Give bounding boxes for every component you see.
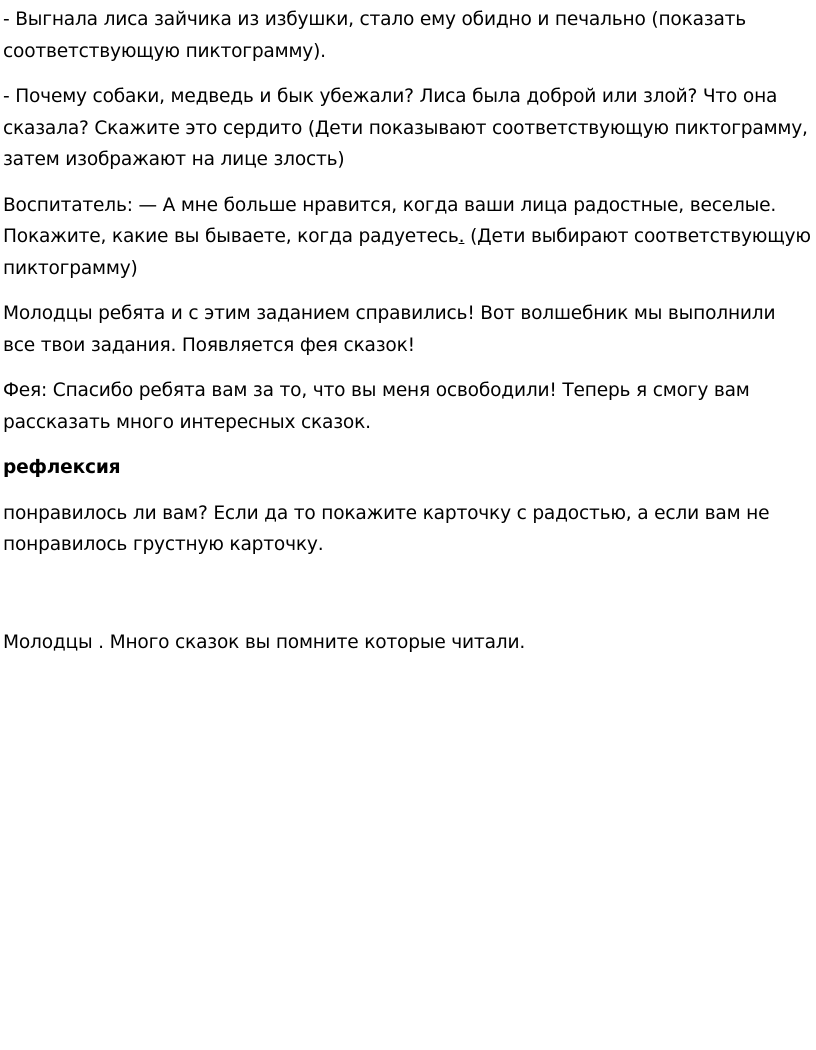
paragraph-teacher: [3, 190, 813, 285]
paragraph-question-fox: - Почему собаки, медведь и бык убежали? Лиса была доброй или злой? Что она сказала? Скажите это сердито (Дети показывают соответствующую пиктограмму, затем изображают на лице злость): [3, 86, 808, 170]
paragraph-teacher-text: Воспитатель: — А мне больше нравится, когда ваши лица радостные, веселые. Покажите, какие вы бываете, когда радуетесь: [3, 194, 777, 247]
paragraph-teacher-tail: (Дети выбирают соответствующую пиктограмму): [3, 226, 811, 279]
paragraph-well-done: Молодцы ребята и с этим заданием справились! Вот волшебник мы выполнили все твои задания. Появляется фея сказок!: [3, 303, 776, 356]
paragraph-closing: Молодцы . Много сказок вы помните которые читали.: [3, 631, 526, 653]
paragraph-fairy: Фея: Спасибо ребята вам за то, что вы меня освободили! Теперь я смогу вам рассказать много интересных сказок.: [3, 380, 750, 433]
paragraph-fox-hare: - Выгнала лиса зайчика из избушки, стало ему обидно и печально (показать соответствующую пиктограмму).: [3, 9, 747, 62]
document-page: [3, 4, 813, 672]
blank-gap: [3, 575, 813, 627]
heading-reflection: рефлексия: [3, 457, 121, 478]
paragraph-reflection-question: понравилось ли вам? Если да то покажите карточку с радостью, а если вам не понравилось грустную карточку.: [3, 502, 770, 555]
underlined-period: .: [458, 226, 465, 247]
